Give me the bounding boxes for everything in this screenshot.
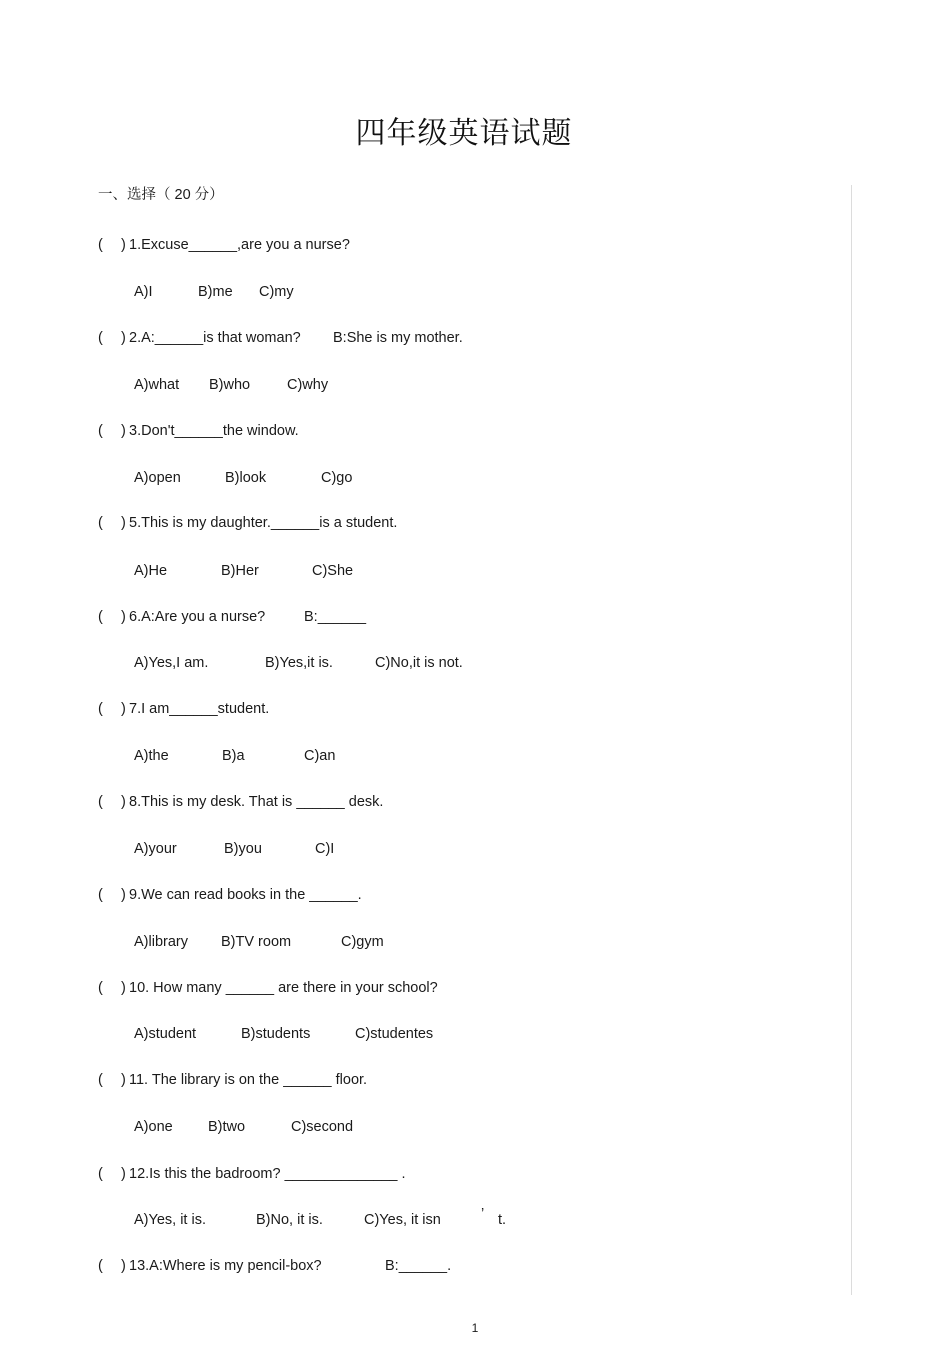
option-a: A)one [134,1119,173,1135]
answer-paren-open: ( [98,701,103,717]
question-text: 3.Don't______the window. [129,423,299,439]
option-b: B)two [208,1119,246,1135]
page-margin-rule [851,185,852,1295]
option-c: C)why [287,377,329,393]
option-b: B)Yes,it is. [265,655,333,671]
question-text: 2.A:______is that woman? [129,330,301,346]
option-a: A)what [134,377,180,393]
option-b: B)Her [221,563,259,579]
option-b: B)you [224,841,262,857]
question-response: B:______ [304,609,367,625]
answer-paren-open: ( [98,237,103,253]
option-a: A)open [134,470,181,486]
option-b: B)a [222,748,245,764]
question-text: 13.A:Where is my pencil-box? [129,1258,322,1274]
question-text: 9.We can read books in the ______. [129,887,362,903]
option-c: C)No,it is not. [375,655,463,671]
question-response: B:______. [385,1258,452,1274]
option-b: B)No, it is. [256,1212,323,1228]
answer-paren-close: ) [121,794,126,810]
option-c: C)my [259,284,294,300]
option-c: C)She [312,563,354,579]
answer-paren-close: ) [121,701,126,717]
answer-paren-open: ( [98,1072,103,1088]
option-a: A)Yes,I am. [134,655,209,671]
option-c-apostrophe: ’ [481,1206,485,1222]
question-text: 6.A:Are you a nurse? [129,609,266,625]
answer-paren-open: ( [98,1166,103,1182]
option-b: B)students [241,1026,311,1042]
answer-paren-close: ) [121,515,126,531]
answer-paren-close: ) [121,887,126,903]
option-b: B)TV room [221,934,292,950]
question-text: 11. The library is on the ______ floor. [129,1072,368,1088]
option-a: A)your [134,841,177,857]
answer-paren-close: ) [121,980,126,996]
option-a: A)library [134,934,188,950]
answer-paren-open: ( [98,515,103,531]
answer-paren-close: ) [121,1072,126,1088]
answer-paren-open: ( [98,423,103,439]
section-heading: 一、选择（ 20 分） [98,187,224,203]
question-text: 1.Excuse______,are you a nurse? [129,237,350,253]
answer-paren-close: ) [121,1166,126,1182]
option-a: A)I [134,284,153,300]
option-b: B)look [225,470,267,486]
option-c: C)an [304,748,336,764]
answer-paren-open: ( [98,609,103,625]
option-c: C)I [315,841,335,857]
question-text: 8.This is my desk. That is ______ desk. [129,794,384,810]
option-a: A)the [134,748,169,764]
answer-paren-open: ( [98,1258,103,1274]
question-text: 12.Is this the badroom? ______________ . [129,1166,406,1182]
option-b: B)who [209,377,251,393]
option-a: A)student [134,1026,197,1042]
option-a: A)He [134,563,168,579]
option-c: C)second [291,1119,354,1135]
answer-paren-close: ) [121,330,126,346]
option-b: B)me [198,284,233,300]
question-text: 7.I am______student. [129,701,270,717]
option-c: C)gym [341,934,384,950]
answer-paren-close: ) [121,1258,126,1274]
question-text: 5.This is my daughter.______is a student. [129,515,398,531]
question-response: B:She is my mother. [333,330,463,346]
page-title: 四年级英语试题 [355,116,573,151]
page-number: 1 [471,1321,479,1335]
answer-paren-close: ) [121,609,126,625]
answer-paren-open: ( [98,980,103,996]
answer-paren-open: ( [98,330,103,346]
option-a: A)Yes, it is. [134,1212,206,1228]
option-c: C)go [321,470,353,486]
answer-paren-close: ) [121,237,126,253]
answer-paren-open: ( [98,794,103,810]
option-c: C)Yes, it isn [364,1212,441,1228]
answer-paren-open: ( [98,887,103,903]
question-text: 10. How many ______ are there in your school? [129,980,438,996]
option-c-suffix: t. [498,1212,507,1228]
option-c: C)studentes [355,1026,434,1042]
answer-paren-close: ) [121,423,126,439]
